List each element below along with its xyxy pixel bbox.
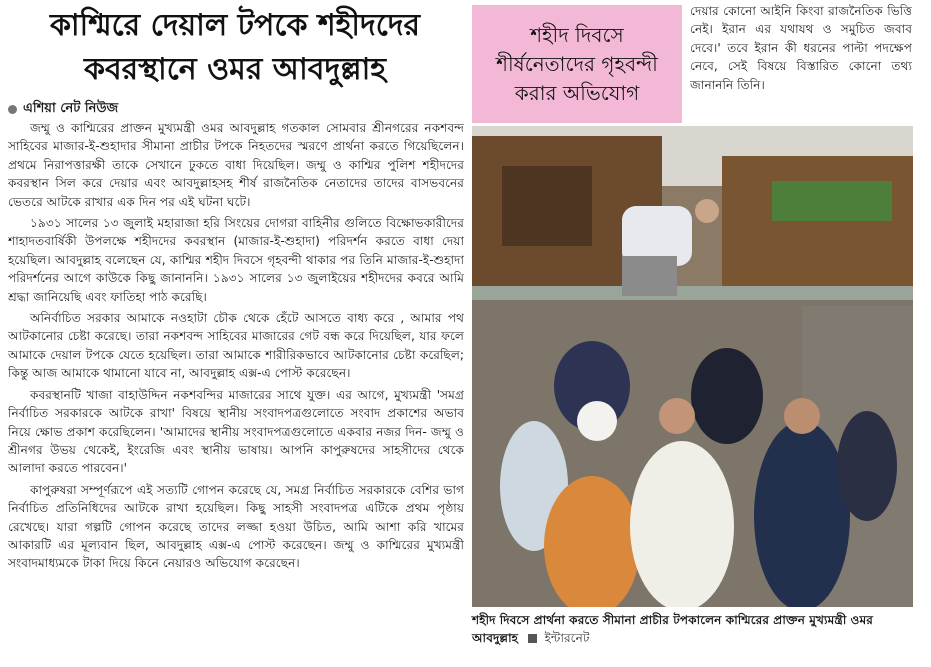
photo-credit-icon [528, 634, 537, 643]
sidebar-article-text [690, 2, 912, 124]
sidebar-paragraph: দেয়ার কোনো আইনি কিংবা রাজনৈতিক ভিত্তি নেই। ইরান এর যথাযথ ও সমুচিত জবাব দেবে।' তবে ইরান কী ধরনের পাল্টা পদক্ষেপ নেবে, সেই বিষয়ে বিস্তারিত কোনো তথ্য জানাননি তিনি। [690, 4, 912, 92]
source-label: এশিয়া নেট নিউজ [23, 101, 119, 116]
headline-line-1: কাশ্মিরে দেয়াল টপকে শহীদদের [49, 8, 421, 43]
bullet-icon [8, 105, 17, 114]
photo-caption [472, 611, 913, 647]
caption-text: শহীদ দিবসে প্রার্থনা করতে সীমানা প্রাচীর টপকালেন কাশ্মিরের প্রাক্তন মুখ্যমন্ত্রী ওমর আবদুল্লাহ [472, 613, 873, 645]
article-paragraph: অনির্বাচিত সরকার আমাকে নওহাটা চৌক থেকে হেঁটে আসতে বাধ্য করে , আমার পথ আটকানোর চেষ্টা করেছে। তারা নকশবন্দ সাহিবের মাজারের গেট বন্ধ করে দিয়েছিল, যার ফলে আমাকে দেয়াল টপকে যেতে হয়েছিল। তারা আমাকে শারীরিকভাবে আটকানোর চেষ্টা করেছিল; কিন্তু আজ আমাকে থামানো যাবে না, আবদুল্লাহ এক্স-এ পোস্ট করেছেন। [8, 311, 464, 381]
sidebar-headline: শহীদ দিবসে শীর্ষনেতাদের গৃহবন্দী করার অভিযোগ [496, 22, 658, 105]
headline [8, 4, 462, 92]
article-paragraph: ১৯৩১ সালের ১৩ জুলাই মহারাজা হরি সিংয়ের দোগরা বাহিনীর গুলিতে বিক্ষোভকারীদের শাহাদতবার্ষিকী উপলক্ষে শহীদদের কবরস্থান (মাজার-ই-শুহাদা) পরিদর্শন করতে বাধা দেয়া হয়েছিল। আবদুল্লাহ বলেছেন যে, কাশ্মির শহীদ দিবসে গৃহবন্দী থাকার পর তিনি মাজার-ই-শুহাদা পরিদর্শনের আগে কাউকে কিছু জানাননি। ১৯৩১ সালের ১৩ জুলাইয়ের শহীদদের কবরে আমি শ্রদ্ধা জানিয়েছি এবং ফাতিহা পাঠ করেছি। [8, 216, 464, 304]
photo-credit: ইন্টারনেট [544, 631, 590, 645]
article-paragraph: কাপুরুষরা সম্পূর্ণরূপে এই সত্যটি গোপন করেছে যে, সমগ্র নির্বাচিত সরকারকে বেশির ভাগ নির্বাচিত প্রতিনিধিদের আটকে রাখা হয়েছিল। কিছু সাহসী সংবাদপত্র এটিকে প্রথম পৃষ্ঠায় রেখেছে। যারা গল্পটি গোপন করেছে তাদের লজ্জা হওয়া উচিত, আমি আশা করি খামের আকারটি এর মূল্যবান ছিল, আবদুল্লাহ এক্স-এ পোস্ট করেছেন। জম্মু ও কাশ্মিরের মুখ্যমন্ত্রী সংবাদমাধ্যমকে টাকা দিয়ে কিনে নেয়ারও অভিযোগ করেছেন। [8, 482, 464, 571]
article-paragraph: কবরস্থানটি খাজা বাহাউদ্দিন নকশবন্দির মাজারের সাথে যুক্ত। এর আগে, মুখ্যমন্ত্রী 'সমগ্র নির্বাচিত সরকারকে আটকে রাখা' বিষয়ে স্থানীয় সংবাদপত্রগুলোতে সংবাদ প্রকাশের অভাব নিয়ে ক্ষোভ প্রকাশ করেছিলেন। 'আমাদের স্থানীয় সংবাদপত্রগুলোতে একবার নজর দিন- জম্মু ও শ্রীনগর উভয় থেকেই, ইংরেজি এবং স্থানীয় ভাষায়। আপনি কাপুরুষদের সাহসীদের থেকে আলাদা করতে পারবেন।' [8, 387, 464, 476]
article-paragraph: জম্মু ও কাশ্মিরের প্রাক্তন মুখ্যমন্ত্রী ওমর আবদুল্লাহ গতকাল সোমবার শ্রীনগরের নকশবন্দ সাহিবের মাজার-ই-শুহাদার সীমানা প্রাচীর টপকে নিহতদের স্মরণে প্রার্থনা করতে গিয়েছিলেন। প্রথমে নিরাপত্তারক্ষী তাকে সেখানে ঢুকতে বাধা দিয়েছিল। জম্মু ও কাশ্মির পুলিশ শহীদদের কবরস্থান সিল করে দেয়ার এবং আবদুল্লাহসহ শীর্ষ রাজনৈতিক নেতাদের তাদের বাসভবনের ভেতরে আটকে রাখার এক দিন পর এই ঘটনা ঘটে। [8, 121, 464, 209]
headline-line-2: কবরস্থানে ওমর আবদুল্লাহ [83, 52, 387, 87]
news-source [8, 99, 462, 120]
article-body [8, 119, 464, 664]
news-photo [472, 126, 913, 607]
sidebar-headline-box [472, 5, 682, 123]
